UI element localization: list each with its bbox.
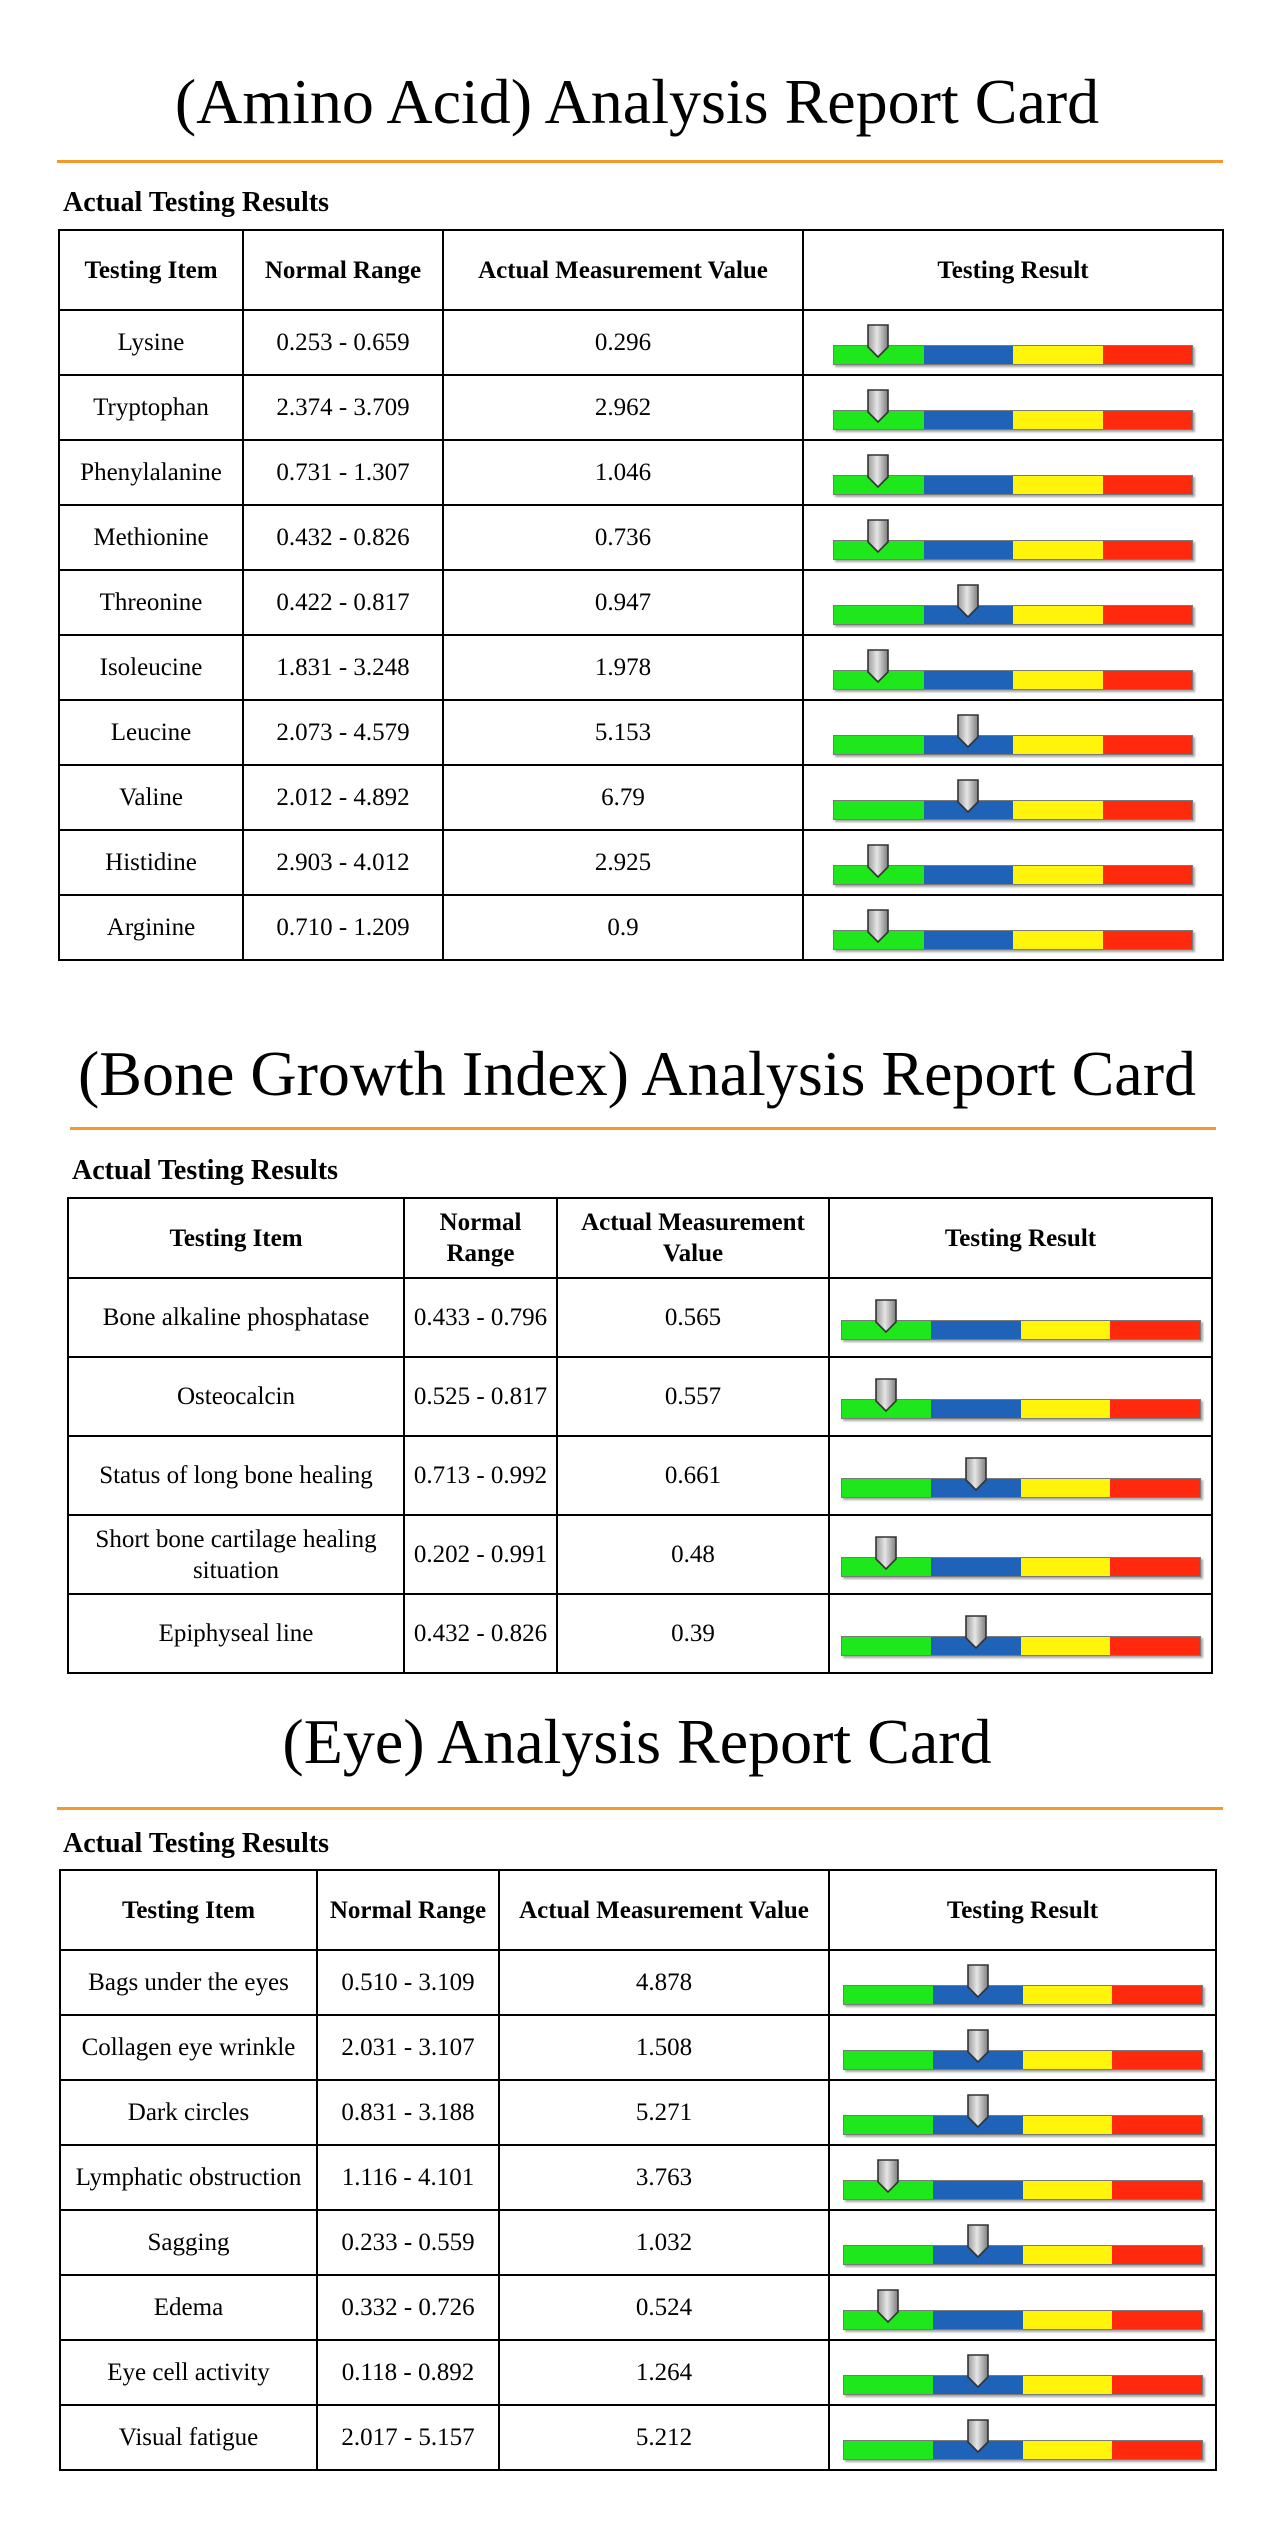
gauge-pointer-icon xyxy=(966,2353,990,2389)
cell-testing-result xyxy=(803,765,1223,830)
result-gauge xyxy=(843,2158,1203,2198)
cell-actual-value: 0.48 xyxy=(557,1515,829,1594)
cell-testing-result xyxy=(829,1515,1212,1594)
gauge-segment-red xyxy=(1112,2376,1202,2394)
gauge-pointer-icon xyxy=(874,1377,898,1413)
cell-testing-item: Phenylalanine xyxy=(59,440,243,505)
gauge-pointer-icon xyxy=(956,713,980,749)
table-row xyxy=(60,2405,1216,2470)
table-row xyxy=(68,1594,1212,1673)
gauge-segment-green xyxy=(842,1479,932,1497)
gauge-pointer-icon xyxy=(964,1456,988,1492)
table-row xyxy=(60,1950,1216,2015)
cell-testing-result xyxy=(829,2145,1216,2210)
cell-actual-value: 5.271 xyxy=(499,2080,829,2145)
cell-testing-item: Arginine xyxy=(59,895,243,960)
gauge-segment-red xyxy=(1103,411,1193,429)
cell-testing-result xyxy=(803,830,1223,895)
gauge-scale xyxy=(833,735,1193,755)
table-header-row xyxy=(59,230,1223,310)
gauge-pointer-icon xyxy=(876,2288,900,2324)
gauge-pointer-icon xyxy=(966,2418,990,2454)
table-row xyxy=(60,2015,1216,2080)
header-testing-result: Testing Result xyxy=(829,1198,1212,1278)
header-testing-result: Testing Result xyxy=(803,230,1223,310)
gauge-segment-yellow xyxy=(1023,2051,1113,2069)
gauge-pointer-icon xyxy=(866,518,890,554)
gauge-segment-blue xyxy=(924,866,1014,884)
cell-normal-range: 0.713 - 0.992 xyxy=(404,1436,557,1515)
cell-normal-range: 2.073 - 4.579 xyxy=(243,700,443,765)
gauge-segment-yellow xyxy=(1013,606,1103,624)
gauge-scale xyxy=(841,1478,1201,1498)
cell-actual-value: 1.508 xyxy=(499,2015,829,2080)
cell-testing-result xyxy=(829,2405,1216,2470)
cell-testing-item: Tryptophan xyxy=(59,375,243,440)
section-label: Actual Testing Results xyxy=(72,1155,339,1186)
cell-testing-result xyxy=(803,375,1223,440)
gauge-pointer-icon xyxy=(866,388,890,424)
cell-actual-value: 0.9 xyxy=(443,895,803,960)
gauge-segment-yellow xyxy=(1013,736,1103,754)
table-row xyxy=(59,310,1223,375)
gauge-pointer-icon xyxy=(866,908,890,944)
cell-actual-value: 0.947 xyxy=(443,570,803,635)
gauge-pointer-icon xyxy=(866,323,890,359)
cell-actual-value: 4.878 xyxy=(499,1950,829,2015)
gauge-scale xyxy=(833,800,1193,820)
gauge-segment-red xyxy=(1103,671,1193,689)
gauge-segment-red xyxy=(1103,606,1193,624)
cell-actual-value: 0.296 xyxy=(443,310,803,375)
cell-normal-range: 0.831 - 3.188 xyxy=(317,2080,499,2145)
gauge-scale xyxy=(843,2440,1203,2460)
cell-testing-item: Isoleucine xyxy=(59,635,243,700)
result-gauge xyxy=(843,2223,1203,2263)
cell-testing-item: Bags under the eyes xyxy=(60,1950,317,2015)
gauge-segment-red xyxy=(1103,541,1193,559)
result-gauge xyxy=(833,713,1193,753)
cell-normal-range: 0.202 - 0.991 xyxy=(404,1515,557,1594)
header-testing-result: Testing Result xyxy=(829,1870,1216,1950)
gauge-segment-red xyxy=(1112,2051,1202,2069)
cell-actual-value: 1.032 xyxy=(499,2210,829,2275)
gauge-pointer-icon xyxy=(966,2093,990,2129)
gauge-segment-yellow xyxy=(1013,411,1103,429)
cell-testing-result xyxy=(803,700,1223,765)
cell-actual-value: 5.153 xyxy=(443,700,803,765)
cell-testing-item: Histidine xyxy=(59,830,243,895)
table-row xyxy=(59,375,1223,440)
header-testing-item: Testing Item xyxy=(60,1870,317,1950)
gauge-segment-yellow xyxy=(1013,801,1103,819)
cell-testing-item: Epiphyseal line xyxy=(68,1594,404,1673)
cell-testing-item: Eye cell activity xyxy=(60,2340,317,2405)
gauge-scale xyxy=(843,2245,1203,2265)
title-divider xyxy=(57,1807,1223,1810)
table-row xyxy=(60,2145,1216,2210)
gauge-segment-green xyxy=(844,1986,934,2004)
table-row xyxy=(68,1357,1212,1436)
header-actual-value: Actual Measurement Value xyxy=(557,1198,829,1278)
results-table xyxy=(58,229,1224,961)
result-gauge xyxy=(833,778,1193,818)
cell-actual-value: 0.565 xyxy=(557,1278,829,1357)
cell-normal-range: 0.253 - 0.659 xyxy=(243,310,443,375)
gauge-scale xyxy=(833,605,1193,625)
cell-normal-range: 0.118 - 0.892 xyxy=(317,2340,499,2405)
gauge-segment-blue xyxy=(924,476,1014,494)
cell-actual-value: 2.962 xyxy=(443,375,803,440)
report-card-bone-growth-index xyxy=(0,970,1274,1670)
cell-normal-range: 2.017 - 5.157 xyxy=(317,2405,499,2470)
result-gauge xyxy=(841,1298,1201,1338)
table-row xyxy=(60,2080,1216,2145)
table-row xyxy=(60,2340,1216,2405)
cell-actual-value: 0.39 xyxy=(557,1594,829,1673)
result-gauge xyxy=(833,583,1193,623)
gauge-segment-blue xyxy=(933,2181,1023,2199)
gauge-segment-red xyxy=(1112,2246,1202,2264)
table-row xyxy=(68,1278,1212,1357)
result-gauge xyxy=(841,1377,1201,1417)
cell-testing-result xyxy=(829,1436,1212,1515)
cell-testing-item: Osteocalcin xyxy=(68,1357,404,1436)
cell-testing-result xyxy=(829,2015,1216,2080)
header-actual-value: Actual Measurement Value xyxy=(443,230,803,310)
gauge-segment-yellow xyxy=(1023,2376,1113,2394)
table-row xyxy=(68,1436,1212,1515)
cell-testing-result xyxy=(829,1278,1212,1357)
cell-testing-result xyxy=(803,505,1223,570)
cell-testing-item: Threonine xyxy=(59,570,243,635)
gauge-segment-blue xyxy=(924,931,1014,949)
cell-testing-item: Status of long bone healing xyxy=(68,1436,404,1515)
header-testing-item: Testing Item xyxy=(68,1198,404,1278)
gauge-pointer-icon xyxy=(966,2223,990,2259)
gauge-segment-yellow xyxy=(1023,1986,1113,2004)
result-gauge xyxy=(833,843,1193,883)
cell-testing-result xyxy=(829,2210,1216,2275)
card-title: (Amino Acid) Analysis Report Card xyxy=(174,66,1100,137)
gauge-segment-red xyxy=(1103,866,1193,884)
cell-testing-item: Methionine xyxy=(59,505,243,570)
table-row xyxy=(59,830,1223,895)
header-normal-range: Normal Range xyxy=(243,230,443,310)
gauge-segment-red xyxy=(1110,1400,1200,1418)
gauge-segment-green xyxy=(844,2246,934,2264)
gauge-segment-blue xyxy=(931,1321,1021,1339)
cell-testing-item: Short bone cartilage healing situation xyxy=(68,1515,404,1594)
cell-testing-item: Edema xyxy=(60,2275,317,2340)
result-gauge xyxy=(841,1456,1201,1496)
result-gauge xyxy=(843,2093,1203,2133)
cell-actual-value: 0.661 xyxy=(557,1436,829,1515)
cell-actual-value: 2.925 xyxy=(443,830,803,895)
cell-normal-range: 2.903 - 4.012 xyxy=(243,830,443,895)
cell-testing-item: Dark circles xyxy=(60,2080,317,2145)
result-gauge xyxy=(843,2353,1203,2393)
gauge-segment-green xyxy=(844,2051,934,2069)
cell-normal-range: 0.433 - 0.796 xyxy=(404,1278,557,1357)
cell-normal-range: 1.831 - 3.248 xyxy=(243,635,443,700)
gauge-segment-yellow xyxy=(1013,541,1103,559)
gauge-pointer-icon xyxy=(874,1298,898,1334)
gauge-segment-yellow xyxy=(1021,1479,1111,1497)
cell-actual-value: 0.557 xyxy=(557,1357,829,1436)
gauge-segment-yellow xyxy=(1021,1637,1111,1655)
cell-normal-range: 0.710 - 1.209 xyxy=(243,895,443,960)
result-gauge xyxy=(841,1535,1201,1575)
gauge-segment-red xyxy=(1112,2441,1202,2459)
cell-actual-value: 1.978 xyxy=(443,635,803,700)
gauge-segment-red xyxy=(1103,346,1193,364)
gauge-segment-green xyxy=(834,736,924,754)
gauge-segment-blue xyxy=(931,1558,1021,1576)
result-gauge xyxy=(833,323,1193,363)
gauge-scale xyxy=(843,2375,1203,2395)
cell-testing-result xyxy=(803,895,1223,960)
header-normal-range: Normal Range xyxy=(404,1198,557,1278)
gauge-segment-yellow xyxy=(1023,2116,1113,2134)
gauge-segment-red xyxy=(1110,1637,1200,1655)
gauge-segment-blue xyxy=(931,1400,1021,1418)
cell-normal-range: 0.422 - 0.817 xyxy=(243,570,443,635)
section-label: Actual Testing Results xyxy=(63,187,330,218)
gauge-segment-red xyxy=(1103,736,1193,754)
cell-actual-value: 1.046 xyxy=(443,440,803,505)
cell-normal-range: 0.432 - 0.826 xyxy=(404,1594,557,1673)
cell-normal-range: 0.731 - 1.307 xyxy=(243,440,443,505)
gauge-segment-yellow xyxy=(1021,1558,1111,1576)
cell-testing-item: Valine xyxy=(59,765,243,830)
gauge-segment-red xyxy=(1103,931,1193,949)
gauge-segment-red xyxy=(1112,2116,1202,2134)
gauge-segment-blue xyxy=(924,411,1014,429)
cell-testing-result xyxy=(829,2340,1216,2405)
result-gauge xyxy=(833,388,1193,428)
table-row xyxy=(59,635,1223,700)
result-gauge xyxy=(833,648,1193,688)
gauge-segment-red xyxy=(1112,1986,1202,2004)
cell-testing-result xyxy=(803,635,1223,700)
gauge-segment-red xyxy=(1103,801,1193,819)
cell-normal-range: 2.374 - 3.709 xyxy=(243,375,443,440)
result-gauge xyxy=(843,2418,1203,2458)
gauge-segment-blue xyxy=(933,2311,1023,2329)
table-row xyxy=(68,1515,1212,1594)
table-header-row xyxy=(60,1870,1216,1950)
cell-testing-item: Lymphatic obstruction xyxy=(60,2145,317,2210)
card-title: (Bone Growth Index) Analysis Report Card xyxy=(77,1038,1197,1109)
cell-testing-item: Sagging xyxy=(60,2210,317,2275)
table-row xyxy=(59,505,1223,570)
table-row xyxy=(59,895,1223,960)
gauge-pointer-icon xyxy=(956,778,980,814)
table-row xyxy=(60,2275,1216,2340)
gauge-segment-green xyxy=(842,1637,932,1655)
cell-actual-value: 1.264 xyxy=(499,2340,829,2405)
table-row xyxy=(59,765,1223,830)
results-table xyxy=(59,1869,1217,2471)
gauge-pointer-icon xyxy=(866,843,890,879)
cell-actual-value: 5.212 xyxy=(499,2405,829,2470)
gauge-pointer-icon xyxy=(874,1535,898,1571)
gauge-segment-yellow xyxy=(1023,2311,1113,2329)
table-row xyxy=(59,440,1223,505)
report-card-amino-acid xyxy=(0,0,1274,970)
gauge-segment-yellow xyxy=(1023,2441,1113,2459)
cell-testing-item: Bone alkaline phosphatase xyxy=(68,1278,404,1357)
gauge-segment-yellow xyxy=(1021,1321,1111,1339)
gauge-segment-green xyxy=(844,2116,934,2134)
cell-actual-value: 6.79 xyxy=(443,765,803,830)
table-header-row xyxy=(68,1198,1212,1278)
result-gauge xyxy=(833,453,1193,493)
header-testing-item: Testing Item xyxy=(59,230,243,310)
cell-testing-item: Leucine xyxy=(59,700,243,765)
gauge-segment-yellow xyxy=(1013,931,1103,949)
gauge-segment-red xyxy=(1110,1479,1200,1497)
gauge-segment-yellow xyxy=(1013,866,1103,884)
gauge-segment-red xyxy=(1110,1321,1200,1339)
header-normal-range: Normal Range xyxy=(317,1870,499,1950)
cell-normal-range: 2.031 - 3.107 xyxy=(317,2015,499,2080)
gauge-pointer-icon xyxy=(866,648,890,684)
table-row xyxy=(60,2210,1216,2275)
gauge-segment-yellow xyxy=(1023,2181,1113,2199)
gauge-segment-red xyxy=(1112,2181,1202,2199)
gauge-pointer-icon xyxy=(876,2158,900,2194)
result-gauge xyxy=(843,1963,1203,2003)
gauge-segment-blue xyxy=(924,671,1014,689)
gauge-pointer-icon xyxy=(964,1614,988,1650)
gauge-segment-blue xyxy=(924,346,1014,364)
gauge-pointer-icon xyxy=(956,583,980,619)
cell-normal-range: 1.116 - 4.101 xyxy=(317,2145,499,2210)
gauge-segment-green xyxy=(844,2441,934,2459)
cell-testing-result xyxy=(829,1357,1212,1436)
gauge-segment-yellow xyxy=(1013,671,1103,689)
cell-testing-result xyxy=(829,2080,1216,2145)
gauge-segment-red xyxy=(1110,1558,1200,1576)
cell-normal-range: 0.510 - 3.109 xyxy=(317,1950,499,2015)
cell-testing-item: Collagen eye wrinkle xyxy=(60,2015,317,2080)
gauge-segment-red xyxy=(1103,476,1193,494)
cell-testing-result xyxy=(829,1594,1212,1673)
cell-testing-item: Lysine xyxy=(59,310,243,375)
cell-normal-range: 0.432 - 0.826 xyxy=(243,505,443,570)
result-gauge xyxy=(841,1614,1201,1654)
cell-testing-result xyxy=(803,570,1223,635)
title-divider xyxy=(70,1127,1216,1130)
cell-actual-value: 0.736 xyxy=(443,505,803,570)
gauge-segment-green xyxy=(844,2376,934,2394)
gauge-segment-yellow xyxy=(1013,346,1103,364)
gauge-scale xyxy=(843,2050,1203,2070)
gauge-segment-yellow xyxy=(1013,476,1103,494)
gauge-segment-yellow xyxy=(1021,1400,1111,1418)
title-divider xyxy=(57,160,1223,163)
table-row xyxy=(59,570,1223,635)
cell-normal-range: 2.012 - 4.892 xyxy=(243,765,443,830)
gauge-scale xyxy=(841,1636,1201,1656)
gauge-segment-red xyxy=(1112,2311,1202,2329)
gauge-pointer-icon xyxy=(966,1963,990,1999)
report-card-eye xyxy=(0,1670,1274,2528)
gauge-segment-yellow xyxy=(1023,2246,1113,2264)
gauge-scale xyxy=(843,2115,1203,2135)
cell-normal-range: 0.233 - 0.559 xyxy=(317,2210,499,2275)
cell-testing-item: Visual fatigue xyxy=(60,2405,317,2470)
cell-normal-range: 0.525 - 0.817 xyxy=(404,1357,557,1436)
results-table xyxy=(67,1197,1213,1674)
cell-testing-result xyxy=(829,2275,1216,2340)
gauge-segment-green xyxy=(834,801,924,819)
gauge-scale xyxy=(843,1985,1203,2005)
gauge-segment-blue xyxy=(924,541,1014,559)
result-gauge xyxy=(833,908,1193,948)
gauge-segment-green xyxy=(834,606,924,624)
cell-testing-result xyxy=(803,440,1223,505)
card-title: (Eye) Analysis Report Card xyxy=(282,1706,992,1777)
result-gauge xyxy=(843,2028,1203,2068)
cell-actual-value: 3.763 xyxy=(499,2145,829,2210)
gauge-pointer-icon xyxy=(866,453,890,489)
gauge-pointer-icon xyxy=(966,2028,990,2064)
result-gauge xyxy=(833,518,1193,558)
section-label: Actual Testing Results xyxy=(63,1828,330,1859)
cell-normal-range: 0.332 - 0.726 xyxy=(317,2275,499,2340)
cell-testing-result xyxy=(829,1950,1216,2015)
header-actual-value: Actual Measurement Value xyxy=(499,1870,829,1950)
result-gauge xyxy=(843,2288,1203,2328)
table-row xyxy=(59,700,1223,765)
cell-testing-result xyxy=(803,310,1223,375)
cell-actual-value: 0.524 xyxy=(499,2275,829,2340)
